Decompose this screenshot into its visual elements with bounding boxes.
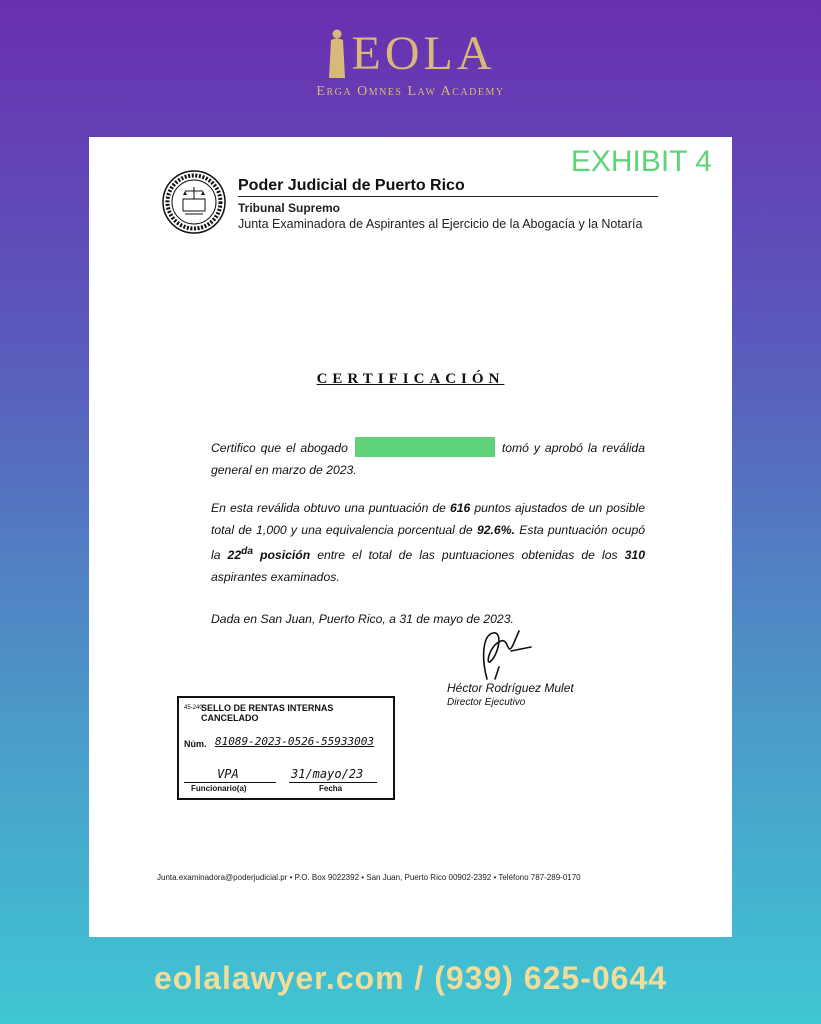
- p1-before: Certifico que el abogado: [211, 441, 348, 455]
- date-paragraph: Dada en San Juan, Puerto Rico, a 31 de mayo de 2023.: [211, 612, 514, 626]
- brand-tagline: Erga Omnes Law Academy: [316, 84, 505, 99]
- score-paragraph: [211, 497, 645, 588]
- p1-after: tomó y aprobó la reválida general en marzo de 2023.: [211, 441, 645, 477]
- total-candidates: 310: [624, 548, 645, 563]
- stamp-date-label: Fecha: [319, 784, 343, 793]
- stamp-officer-value: VPA: [217, 767, 239, 781]
- stamp-officer-label: Funcionario(a): [191, 784, 247, 793]
- certification-paragraph: [211, 437, 645, 481]
- stamp-number-value: 81089-2023-0526-55933003: [215, 735, 374, 748]
- stamp-date-value: 31/mayo/23: [291, 767, 364, 781]
- certificate-document: [89, 137, 732, 937]
- header-board: Junta Examinadora de Aspirantes al Ejercicio de la Abogacía y la Notaría: [238, 217, 643, 231]
- header-institution: Poder Judicial de Puerto Rico: [238, 177, 465, 194]
- stamp-number-label: Núm.: [184, 739, 207, 749]
- score-value: 616: [449, 501, 471, 515]
- p2-text-1: En esta reválida obtuvo una puntuación de: [211, 501, 450, 515]
- percent-value: 92.6%.: [476, 523, 515, 537]
- exhibit-label: EXHIBIT 4: [570, 145, 712, 178]
- stamp-line-date: [289, 782, 377, 783]
- stamp-code: 45-240: [184, 705, 203, 711]
- stamp-title: SELLO DE RENTAS INTERNAS CANCELADO: [201, 703, 334, 723]
- position-word: posición: [252, 548, 311, 563]
- redacted-name-box: [355, 437, 495, 457]
- revenue-stamp: [177, 696, 395, 800]
- contact-line: eolalawyer.com / (939) 625-0644: [153, 960, 668, 996]
- signature-icon: [473, 627, 537, 685]
- brand-name: EOLA: [351, 27, 496, 80]
- statue-icon: [326, 28, 348, 80]
- position-number: 22: [227, 548, 242, 563]
- brand-logo: [0, 28, 821, 80]
- supreme-court-seal-icon: [161, 169, 227, 235]
- signer-name: Héctor Rodríguez Mulet: [447, 681, 574, 695]
- p2-text-4: entre el total de las puntuaciones obtenidas de los: [310, 548, 625, 563]
- p2-text-5: aspirantes examinados.: [211, 570, 340, 585]
- header-rule: [238, 196, 658, 197]
- p2-text-2: puntos ajustados de un posible total de 1,000 y una equivalencia porcentual de: [211, 501, 645, 537]
- signer-title: Director Ejecutivo: [447, 697, 526, 708]
- header-court: Tribunal Supremo: [238, 201, 341, 215]
- brand-header: [0, 28, 821, 100]
- p2-text-3: Esta puntuación ocupó la: [211, 523, 645, 563]
- stamp-line-officer: [184, 782, 276, 783]
- document-footer: Junta.examinadora@poderjudicial.pr • P.O. Box 9022392 • San Juan, Puerto Rico 00902-2392 • Teléfono 787-289-0170: [157, 873, 581, 882]
- document-title: CERTIFICACIÓN: [316, 371, 505, 387]
- position-ordinal: da: [241, 546, 253, 557]
- position-value: [228, 548, 311, 562]
